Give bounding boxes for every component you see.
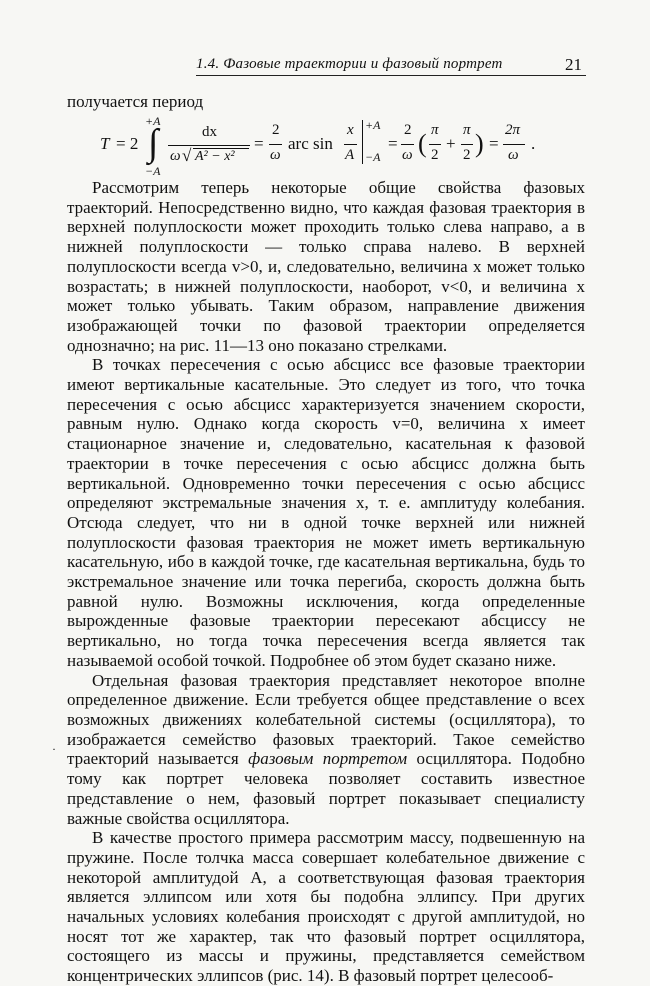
frac2-line	[269, 144, 282, 145]
eval-lower: −A	[365, 150, 381, 164]
arcsin-label: arc sin	[288, 134, 333, 153]
eval-upper: +A	[365, 118, 381, 132]
formula-eq1: = 2	[116, 134, 139, 153]
paragraph-2: В точках пересечения с осью абсцисс все фазовые траектории имеют вертикальные касательные. Это следует из того, что точка пересечения с осью абсцисс характеризуется значением скорости, равным нулю. Однако когда скорость v=0, величина x имеет стационарное значение и, следовательно, касательная к фазовой траектории в точке пересечения с осью абсцисс должна быть вертикальной. Одновременно точки пересечения с осью абсцисс определяют экстремальные значения x, т. е. амплитуду колебания. Отсюда следует, что ни в одной точке верхней или нижней полуплоскости фазовая траектория не может иметь вертикальную касательную, ибо в каждой точке, где касательная вертикальна, будь то экстремальное значение или точка перегиба, скорость должна быть равной нулю. Возможны исключения, когда определенные вырожденные фазовые траектории пересекают абсциссу не вертикально, но тогда точка пересечения всегда является так называемой особой точкой. Подробнее об этом будет сказано ниже.	[67, 355, 585, 670]
body-text	[67, 178, 585, 986]
frac6-numerator: π	[463, 122, 471, 138]
frac5-line	[429, 144, 441, 145]
frac6-line	[461, 144, 473, 145]
formula-eq3: =	[388, 134, 398, 153]
frac3-line	[344, 144, 357, 145]
integral-upper: +A	[145, 114, 161, 128]
frac2-denominator: ω	[270, 147, 281, 163]
formula-eq4: =	[489, 134, 499, 153]
evaluation-bar	[362, 120, 363, 164]
integral-lower: −A	[145, 164, 161, 178]
frac7-line	[503, 144, 525, 145]
paragraph-1: Рассмотрим теперь некоторые общие свойства фазовых траекторий. Непосредственно видно, что каждая фазовая траектория в верхней полуплоскости может проходить только слева направо, а в нижней полуплоскости — только справа налево. В верхней полуплоскости всегда v>0, и, следовательно, величина x может только возрастать; в нижней полуплоскости, наоборот, v<0, и величина x может только убывать. Таким образом, направление движения изображающей точки по фазовой траектории определяется однозначно; на рис. 11—13 оно показано стрелками.	[67, 178, 585, 355]
paragraph-3-start: Отдельная фазовая траектория представляет некоторое вполне определенное движение. Если требуется общее представление о всех возможных движениях колебательной системы (осциллятора), то изображается семейство фазовых траекторий. Такое семейство траекторий называется	[67, 670, 585, 769]
formula-eq2: =	[254, 134, 264, 153]
intro-line: получается период	[67, 92, 204, 111]
running-head: 1.4. Фазовые траектории и фазовый портрет	[196, 56, 503, 72]
header-rule	[196, 75, 586, 76]
frac2-numerator: 2	[272, 122, 280, 138]
frac1-root: A² − x²	[195, 149, 235, 164]
frac1-omega: ω	[170, 148, 181, 164]
frac4-numerator: 2	[404, 122, 412, 138]
paragraph-3	[67, 671, 585, 829]
paragraph-4: В качестве простого примера рассмотрим массу, подвешенную на пружине. После толчка масса совершает колебательное движение с некоторой амплитудой A, а соответствующая фазовая траектория является эллипсом или хотя бы подобна эллипсу. При других начальных условиях колебания происходят с другой амплитудой, но носят тот же характер, так что фазовый портрет осциллятора, состоящего из массы и пружины, представляется семейством концентрических эллипсов (рис. 14). В фазовый портрет целесооб-	[67, 828, 585, 986]
formula-plus: +	[446, 134, 456, 153]
page-number: 21	[565, 55, 582, 74]
frac3-denominator: A	[345, 147, 355, 163]
formula-T: T	[100, 134, 110, 153]
formula-period: .	[531, 134, 536, 153]
paren-close: )	[475, 129, 484, 158]
paragraph-3-end: осциллятора. Подобно тому как портрет человека позволяет составить известное представление о нем, фазовый портрет показывает специалисту важные свойства осциллятора.	[67, 749, 586, 828]
frac5-numerator: π	[431, 122, 439, 138]
integral-sign: ∫	[148, 122, 159, 164]
frac7-numerator: 2π	[505, 122, 521, 138]
radical-sign: √	[182, 146, 192, 165]
paren-open: (	[418, 129, 427, 158]
margin-mark: ·	[52, 742, 56, 756]
frac1-numerator: dx	[202, 124, 217, 140]
period-formula	[100, 116, 580, 180]
frac4-denominator: ω	[402, 147, 413, 163]
frac6-denominator: 2	[463, 147, 471, 163]
frac1-line	[168, 145, 250, 146]
frac5-denominator: 2	[431, 147, 439, 163]
frac7-denominator: ω	[508, 147, 519, 163]
frac3-numerator: x	[347, 122, 354, 138]
frac4-line	[401, 144, 414, 145]
phase-portrait-term: фазовым портретом	[248, 749, 408, 769]
